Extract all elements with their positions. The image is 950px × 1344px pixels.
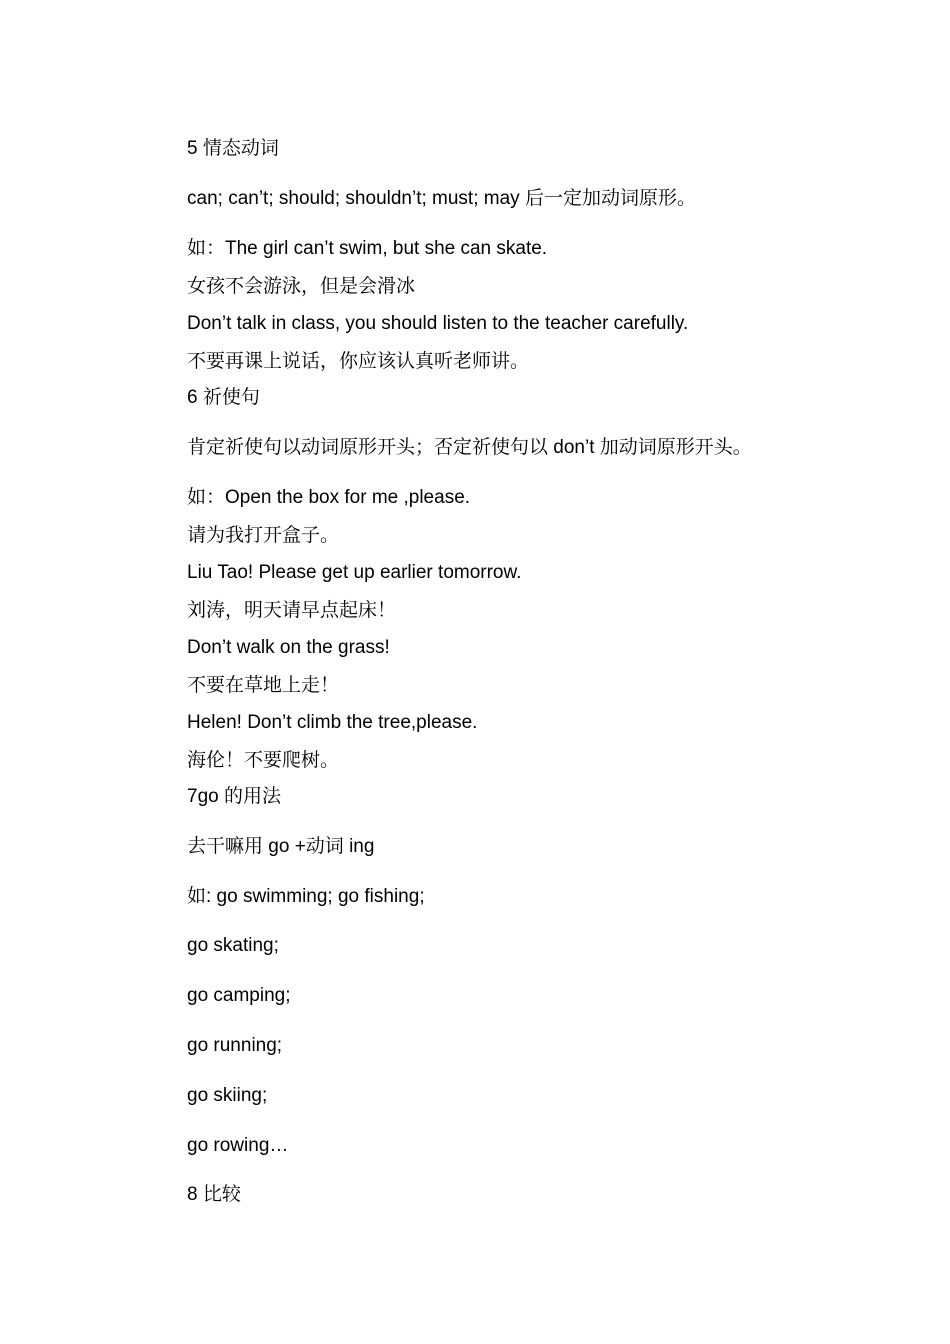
text-line: go rowing… [187, 1135, 289, 1156]
heading-comparison: 8 比较 [187, 1184, 241, 1205]
text-line: 女孩不会游泳，但是会滑冰 [187, 276, 416, 297]
text-line: 如：Open the box for me ,please. [187, 487, 471, 508]
text-line: 肯定祈使句以动词原形开头；否定祈使句以 don’t 加动词原形开头。 [187, 437, 752, 458]
text-line: go skating; [187, 935, 279, 956]
heading-imperative: 6 祈使句 [187, 387, 260, 408]
text-line: 不要再课上说话，你应该认真听老师讲。 [187, 351, 530, 372]
text-line: 去干嘛用 go +动词 ing [187, 836, 375, 857]
text-line: 不要在草地上走！ [187, 675, 340, 696]
text-line: 请为我打开盒子。 [187, 525, 340, 546]
text-line: 刘涛，明天请早点起床！ [187, 600, 397, 621]
text-line: go skiing; [187, 1085, 268, 1106]
text-line: go camping; [187, 985, 291, 1006]
text-line: Liu Tao! Please get up earlier tomorrow. [187, 562, 522, 583]
text-line: Don’t talk in class, you should listen to the teacher carefully. [187, 313, 689, 334]
heading-modal-verbs: 5 情态动词 [187, 138, 279, 159]
text-line: 海伦！不要爬树。 [187, 750, 340, 771]
text-line: can; can’t; should; shouldn’t; must; may 后一定加动词原形。 [187, 188, 696, 209]
text-line: 如：The girl can’t swim, but she can skate. [187, 238, 548, 259]
text-line: Don’t walk on the grass! [187, 637, 390, 658]
heading-go-usage: 7go 的用法 [187, 786, 281, 807]
text-line: go running; [187, 1035, 283, 1056]
text-line: Helen! Don’t climb the tree,please. [187, 712, 478, 733]
text-line: 如: go swimming; go fishing; [187, 886, 425, 907]
